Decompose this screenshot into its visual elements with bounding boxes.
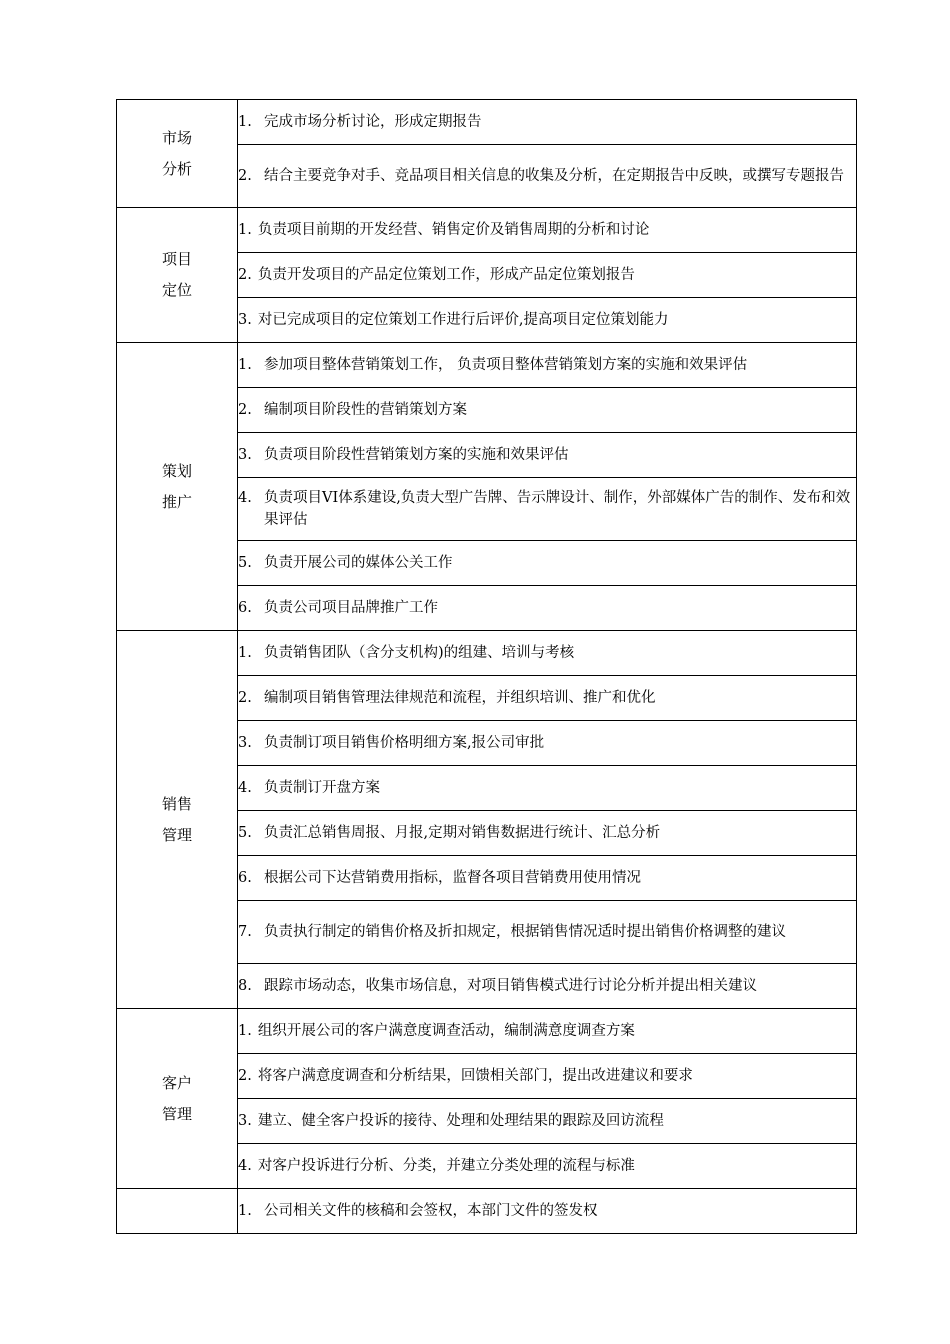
item-number: 2.	[238, 402, 252, 418]
duty-text: 负责开发项目的产品定位策划工作，形成产品定位策划报告	[257, 267, 635, 283]
category-cell	[117, 1009, 238, 1189]
item-number: 3.	[238, 312, 252, 328]
item-number: 8.	[238, 978, 252, 994]
duty-cell	[238, 298, 857, 343]
category-label: 管理	[161, 1104, 192, 1123]
duty-cell	[238, 388, 857, 433]
table-row	[117, 343, 857, 388]
category-label: 定位	[161, 281, 192, 299]
item-number: 6.	[238, 870, 252, 886]
duty-cell	[238, 721, 857, 766]
duty-text: 对客户投诉进行分析、分类，并建立分类处理的流程与标准	[257, 1158, 635, 1174]
category-cell	[117, 343, 238, 631]
duty-text: 根据公司下达营销费用指标，监督各项目营销费用使用情况	[264, 870, 641, 886]
item-number: 1.	[238, 1203, 252, 1219]
table-row	[117, 1009, 857, 1054]
duty-text: 建立、健全客户投诉的接待、处理和处理结果的跟踪及回访流程	[257, 1113, 664, 1129]
item-number: 1.	[238, 645, 252, 661]
category-label: 策划	[161, 461, 192, 480]
duty-cell	[238, 253, 857, 298]
duty-text: 负责执行制定的销售价格及折扣规定，根据销售情况适时提出销售价格调整的建议	[264, 924, 786, 940]
duty-cell	[238, 433, 857, 478]
duty-text: 负责项目VI体系建设,负责大型广告牌、告示牌设计、制作，外部媒体广告的制作、发布和效果评估	[264, 490, 851, 528]
category-label: 管理	[161, 825, 192, 844]
item-number: 3.	[238, 735, 252, 751]
table-row	[117, 208, 857, 253]
duty-cell	[238, 856, 857, 901]
duty-cell	[238, 631, 857, 676]
table-row	[117, 1189, 857, 1234]
duty-text: 结合主要竞争对手、竞品项目相关信息的收集及分析，在定期报告中反映，或撰写专题报告	[264, 168, 844, 184]
responsibilities-table	[116, 99, 857, 1234]
category-label: 分析	[161, 159, 192, 178]
duty-cell	[238, 208, 857, 253]
duty-text: 负责汇总销售周报、月报,定期对销售数据进行统计、汇总分析	[264, 825, 661, 841]
duty-text: 对已完成项目的定位策划工作进行后评价,提高项目定位策划能力	[257, 312, 669, 328]
item-number: 2.	[238, 168, 252, 184]
category-label: 推广	[161, 492, 192, 511]
duty-cell	[238, 145, 857, 208]
item-number: 6.	[238, 600, 252, 616]
table-row	[117, 631, 857, 676]
duty-text: 负责公司项目品牌推广工作	[264, 600, 438, 616]
item-number: 4.	[238, 490, 252, 506]
item-number: 2.	[238, 267, 252, 283]
duty-cell	[238, 1009, 857, 1054]
category-cell	[117, 208, 238, 343]
duty-cell	[238, 478, 857, 541]
category-label: 市场	[161, 128, 192, 147]
item-number: 2.	[238, 690, 252, 706]
duty-cell	[238, 1189, 857, 1234]
category-label: 销售	[161, 794, 192, 813]
duty-cell	[238, 343, 857, 388]
duty-text: 负责开展公司的媒体公关工作	[264, 555, 453, 571]
category-cell	[117, 631, 238, 1009]
table-row	[117, 100, 857, 145]
item-number: 4.	[238, 780, 252, 796]
duty-text: 将客户满意度调查和分析结果，回馈相关部门，提出改进建议和要求	[257, 1068, 693, 1084]
item-number: 1.	[238, 357, 252, 373]
duty-text: 负责制订项目销售价格明细方案,报公司审批	[264, 735, 545, 751]
duty-text: 负责项目阶段性营销策划方案的实施和效果评估	[264, 447, 569, 463]
duty-cell	[238, 811, 857, 856]
category-label: 客户	[161, 1073, 192, 1092]
item-number: 1.	[238, 222, 252, 238]
category-cell	[117, 1189, 238, 1234]
duty-text: 参加项目整体营销策划工作， 负责项目整体营销策划方案的实施和效果评估	[264, 357, 748, 373]
duty-cell	[238, 100, 857, 145]
duty-cell	[238, 676, 857, 721]
table-body	[117, 100, 857, 1234]
item-number: 2.	[238, 1068, 252, 1084]
duty-text: 编制项目阶段性的营销策划方案	[264, 402, 467, 418]
item-number: 5.	[238, 825, 252, 841]
duty-cell	[238, 1144, 857, 1189]
duty-text: 负责制订开盘方案	[264, 780, 380, 796]
item-number: 3.	[238, 1113, 252, 1129]
duty-text: 负责项目前期的开发经营、销售定价及销售周期的分析和讨论	[257, 222, 650, 238]
duty-cell	[238, 1099, 857, 1144]
item-number: 1.	[238, 114, 252, 130]
category-label: 项目	[161, 250, 192, 268]
item-number: 5.	[238, 555, 252, 571]
duty-cell	[238, 1054, 857, 1099]
duty-text: 编制项目销售管理法律规范和流程，并组织培训、推广和优化	[264, 690, 656, 706]
category-cell	[117, 100, 238, 208]
duty-cell	[238, 541, 857, 586]
duty-text: 组织开展公司的客户满意度调查活动，编制满意度调查方案	[257, 1023, 635, 1039]
duty-text: 完成市场分析讨论，形成定期报告	[264, 114, 482, 130]
item-number: 3.	[238, 447, 252, 463]
duty-text: 跟踪市场动态，收集市场信息，对项目销售模式进行讨论分析并提出相关建议	[264, 978, 757, 994]
duty-cell	[238, 766, 857, 811]
duty-text: 负责销售团队（含分支机构)的组建、培训与考核	[264, 645, 575, 661]
duty-cell	[238, 964, 857, 1009]
item-number: 7.	[238, 924, 252, 940]
duty-cell	[238, 901, 857, 964]
item-number: 1.	[238, 1023, 252, 1039]
duty-cell	[238, 586, 857, 631]
item-number: 4.	[238, 1158, 252, 1174]
duty-text: 公司相关文件的核稿和会签权，本部门文件的签发权	[264, 1203, 598, 1219]
